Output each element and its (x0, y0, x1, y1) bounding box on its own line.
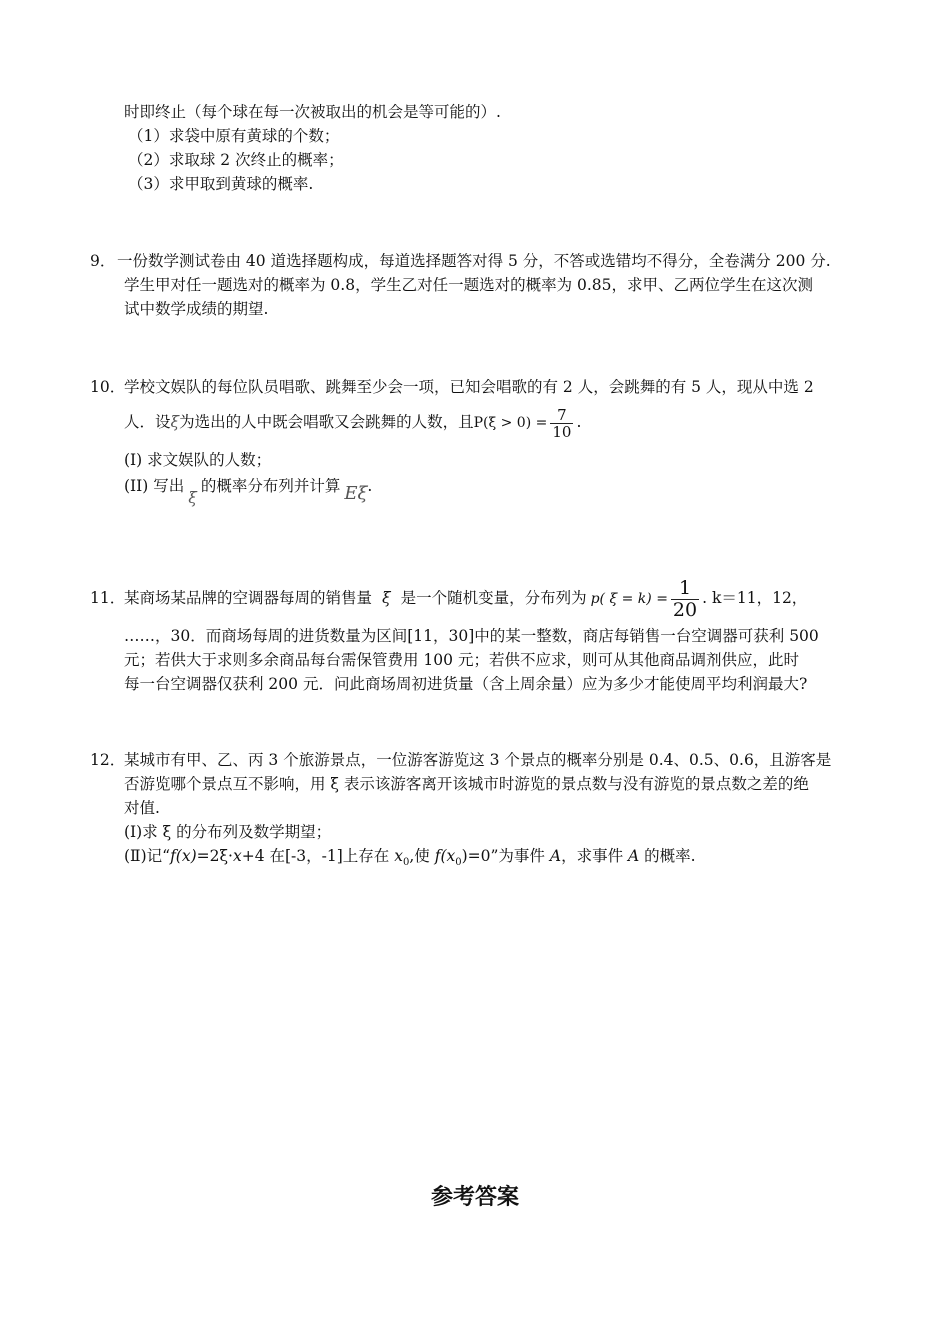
fraction-numerator: 7 (557, 405, 567, 424)
q10-number: 10． (90, 378, 126, 396)
q11-line-4: 每一台空调器仅获利 200 元．问此商场周初进货量（含上周余量）应为多少才能使周平均利润最大? (124, 675, 808, 693)
q12-line-3: 对值. (124, 799, 160, 817)
q11-line-1-middle: 是一个随机变量，分布列为 (400, 589, 587, 607)
answer-section-title: 参考答案 (430, 1185, 519, 1210)
q8-continuation: 时即终止（每个球在每一次被取出的机会是等可能的）. (124, 103, 501, 121)
q11-line-2: ……，30．而商场每周的进货数量为区间[11，30]中的某一整数，商店每销售一台空调器可获利 500 (124, 627, 819, 645)
q10-part-2-start: (II) 写出 (124, 477, 185, 495)
q10-part-2 (124, 474, 373, 507)
q10-line-2-start: 人．设 (124, 413, 171, 431)
q11-line-1-end: . k＝11，12， (702, 589, 808, 607)
q9-line-2: 学生甲对任一题选对的概率为 0.8，学生乙对任一题选对的概率为 0.85，求甲、乙两位学生在这次测 (124, 276, 814, 294)
function-fx0: f(x (434, 847, 456, 865)
q8-part-2: （2）求取球 2 次终止的概率； (128, 151, 344, 169)
q12-number: 12． (90, 751, 126, 769)
xi-symbol: ξ (170, 413, 180, 431)
xi-symbol: ξ (382, 589, 391, 607)
q12-part-2-interval: +4 在[-3，-1]上存在 (241, 847, 395, 865)
event-A: A (628, 847, 640, 865)
q12-part-1: (Ⅰ)求 ξ 的分布列及数学期望； (124, 823, 332, 841)
q12-line-1: 某城市有甲、乙、丙 3 个旅游景点，一位游客游览这 3 个景点的概率分别是 0.4、0.5、0.6，且游客是 (124, 751, 832, 769)
q10-part-2-end: . (367, 477, 373, 495)
q12-part-2-ask: ，求事件 (561, 847, 628, 865)
fraction-1-20 (671, 578, 699, 621)
function-fx: f(x) (170, 847, 197, 865)
q9-line-3: 试中数学成绩的期望. (124, 300, 269, 318)
q10-line-2-middle: 为选出的人中既会唱歌又会跳舞的人数，且 (179, 413, 474, 431)
xi-symbol: ξ (188, 489, 197, 507)
subscript-0: 0 (455, 857, 462, 869)
q10-part-2-middle: 的概率分布列并计算 (200, 477, 341, 495)
q11-number: 11． (90, 589, 126, 607)
q11-line-1 (124, 574, 807, 623)
q12-part-2 (124, 844, 696, 875)
q9-number: 9． (90, 252, 116, 270)
variable-x: x (232, 847, 242, 865)
q11-line-1-start: 某商场某品牌的空调器每周的销售量 (124, 589, 373, 607)
fraction-7-10 (550, 407, 573, 440)
fraction-denominator: 20 (672, 598, 698, 621)
q12-part-2-end: 的概率. (639, 847, 696, 865)
q12-line-2: 否游览哪个景点互不影响，用 ξ 表示该游客离开该城市时游览的景点数与没有游览的景点数之差的绝 (124, 775, 809, 793)
fraction-denominator: 10 (552, 422, 572, 441)
expectation-symbol: Eξ (344, 483, 368, 504)
q12-part-2-expr: =2ξ· (196, 847, 233, 865)
probability-expression: P(ξ > 0) = (473, 415, 548, 431)
subscript-0: 0 (402, 857, 410, 869)
q11-line-3: 元；若供大于求则多余商品每台需保管费用 100 元；若供不应求，则可从其他商品调剂供应，此时 (124, 651, 799, 669)
q10-line-1: 学校文娱队的每位队员唱歌、跳舞至少会一项，已知会唱歌的有 2 人，会跳舞的有 5 人，现从中选 2 (124, 378, 814, 396)
distribution-expression: p( ξ = k) = (590, 591, 668, 607)
q9-line-1: 一份数学测试卷由 40 道选择题构成，每道选择题答对得 5 分，不答或选错均不得分，全卷满分 200 分. (117, 252, 831, 270)
q8-part-3: （3）求甲取到黄球的概率. (128, 175, 314, 193)
q8-part-1: （1）求袋中原有黄球的个数； (128, 127, 340, 145)
q10-part-1: (I) 求文娱队的人数； (124, 451, 272, 469)
q12-part-2-event: )=0”为事件 (461, 847, 550, 865)
q10-line-2-end: . (576, 413, 582, 431)
q10-line-2 (124, 402, 581, 443)
q12-part-2-comma: ,使 (409, 847, 435, 865)
event-A: A (549, 847, 562, 865)
fraction-numerator: 1 (678, 576, 692, 599)
variable-x0: x (394, 847, 403, 865)
q12-part-2-start: (Ⅱ)记“ (124, 847, 171, 865)
